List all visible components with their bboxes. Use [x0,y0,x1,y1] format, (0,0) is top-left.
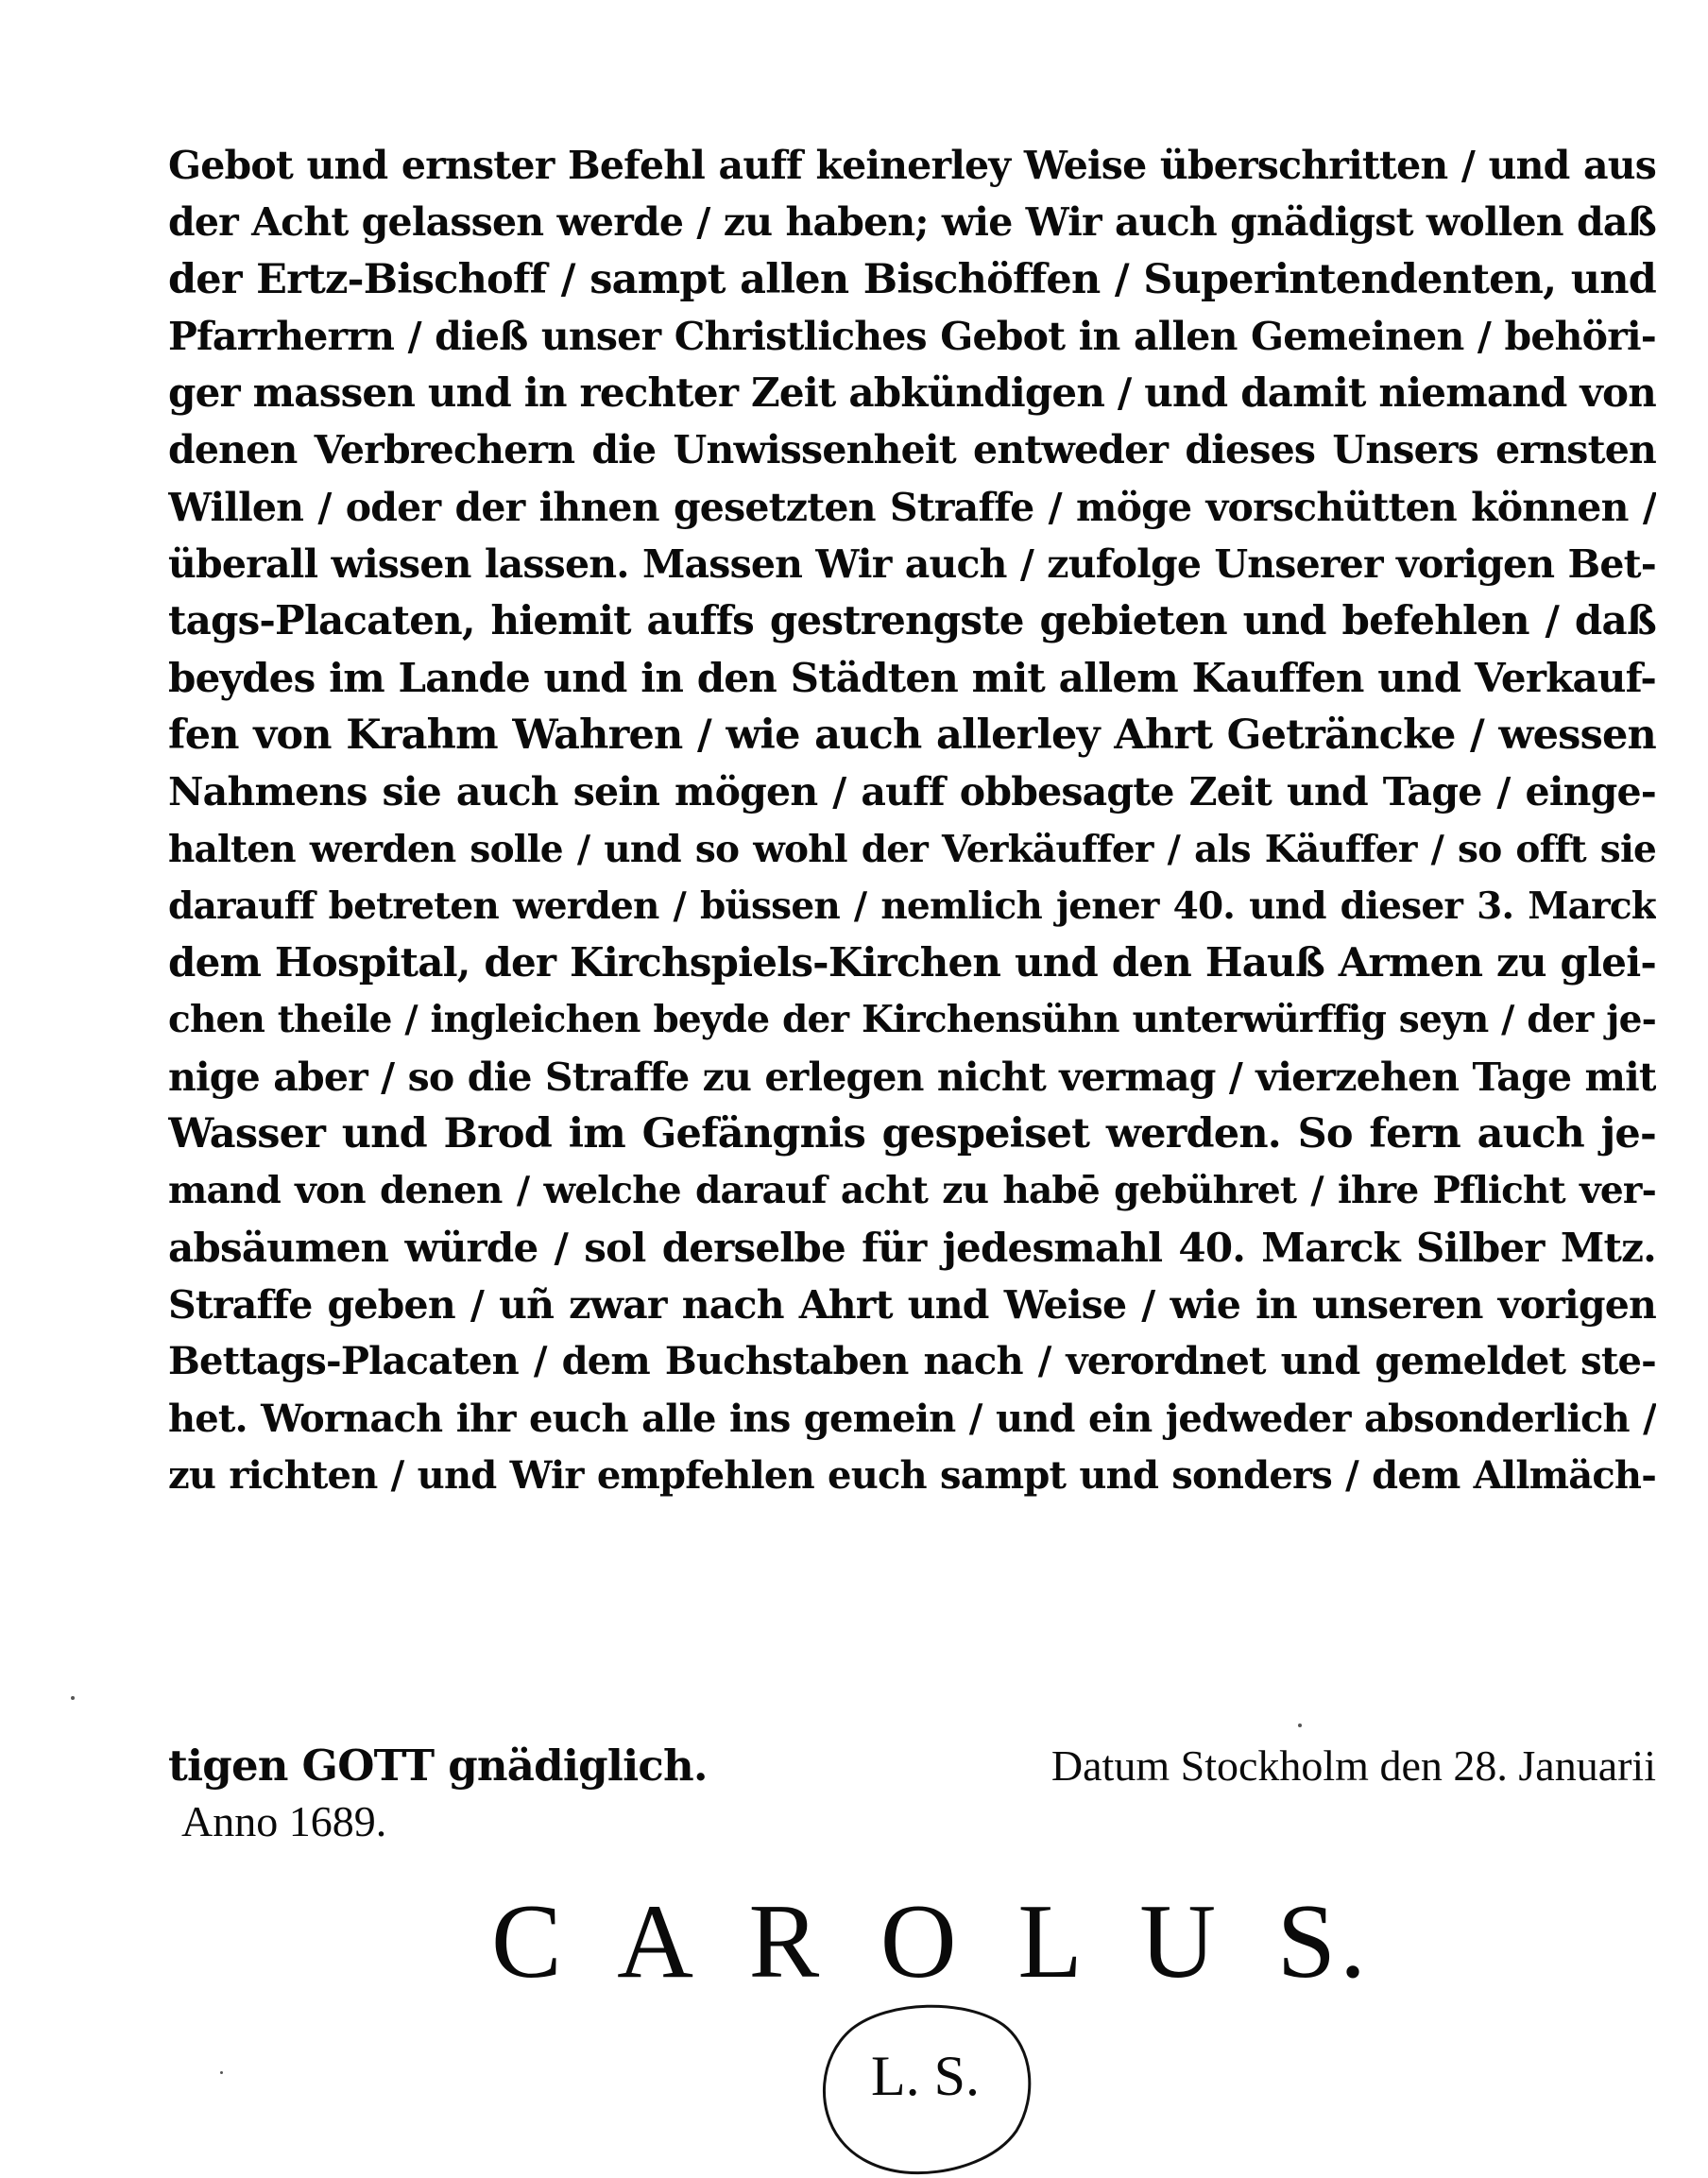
text-line: mand von denen / welche darauf acht zu habē gebühret / ihre Pflicht ver- [168,1169,1656,1213]
text-line: dem Hospital, der Kirchspiels-Kirchen und den Hauß Armen zu glei- [168,939,1656,986]
seal-text: L. S. [870,2045,981,2107]
text-line: Gebot und ernster Befehl auff keinerley Weise überschritten / und aus [168,143,1656,188]
text-line: fen von Krahm Wahren / wie auch allerley Ahrt Geträncke / wessen [168,711,1656,759]
paper-speck [1298,1724,1302,1727]
text-line: der Ertz-Bischoff / sampt allen Bischöffen / Superintendenten, und [168,255,1656,303]
closing-line [168,1737,1656,1795]
text-line: beydes im Lande und in den Städten mit allem Kauffen und Verkauf- [168,654,1656,701]
text-line: Wasser und Brod im Gefängnis gespeiset werden. So fern auch je- [168,1110,1656,1158]
text-line: darauff betreten werden / büssen / nemlich jener 40. und dieser 3. Marck [168,883,1656,928]
text-line: Willen / oder der ihnen gesetzten Straffe / möge vorschütten können / [168,484,1656,530]
anno-text: Anno 1689. [181,1797,387,1845]
text-line: tags-Placaten, hiemit auffs gestrengste gebieten und befehlen / daß [168,597,1656,644]
text-line: der Acht gelassen werde / zu haben; wie Wir auch gnädigst wollen daß [168,199,1656,246]
date-text: Datum Stockholm den 28. Januarii [1050,1741,1656,1790]
royal-signature: C A R O L U S. [491,1883,1370,2000]
text-line: Bettags-Placaten / dem Buchstaben nach / verordnet und gemeldet ste- [168,1339,1656,1384]
text-line: überall wissen lassen. Massen Wir auch / zufolge Unserer vorigen Bet- [168,541,1656,588]
closing-text: tigen GOTT gnädiglich. [168,1741,708,1791]
text-line: Straffe geben / uñ zwar nach Ahrt und Weise / wie in unseren vorigen [168,1281,1656,1328]
text-line: absäumen würde / sol derselbe für jedesmahl 40. Marck Silber Mtz. [168,1224,1656,1271]
body-text [168,137,1656,1504]
text-line: ger massen und in rechter Zeit abkündigen / und damit niemand von [168,369,1656,417]
seal-stamp [814,1998,1036,2178]
text-line: het. Wornach ihr euch alle ins gemein / und ein jedweder absonderlich / [168,1396,1656,1441]
text-line: chen theile / ingleichen beyde der Kirchensühn unterwürffig seyn / der je- [168,998,1656,1042]
paper-speck [71,1696,75,1700]
paper-speck [220,2071,223,2074]
text-line: zu richten / und Wir empfehlen euch sampt und sonders / dem Allmäch- [168,1452,1656,1498]
text-line: Pfarrherrn / dieß unser Christliches Gebot in allen Gemeinen / behöri- [168,313,1656,359]
text-line: halten werden solle / und so wohl der Verkäuffer / als Käuffer / so offt sie [168,827,1656,871]
text-line: nige aber / so die Straffe zu erlegen nicht vermag / vierzehen Tage mit [168,1054,1656,1100]
text-line: denen Verbrechern die Unwissenheit entweder dieses Unsers ernsten [168,427,1656,473]
text-line: Nahmens sie auch sein mögen / auff obbesagte Zeit und Tage / einge- [168,769,1656,815]
